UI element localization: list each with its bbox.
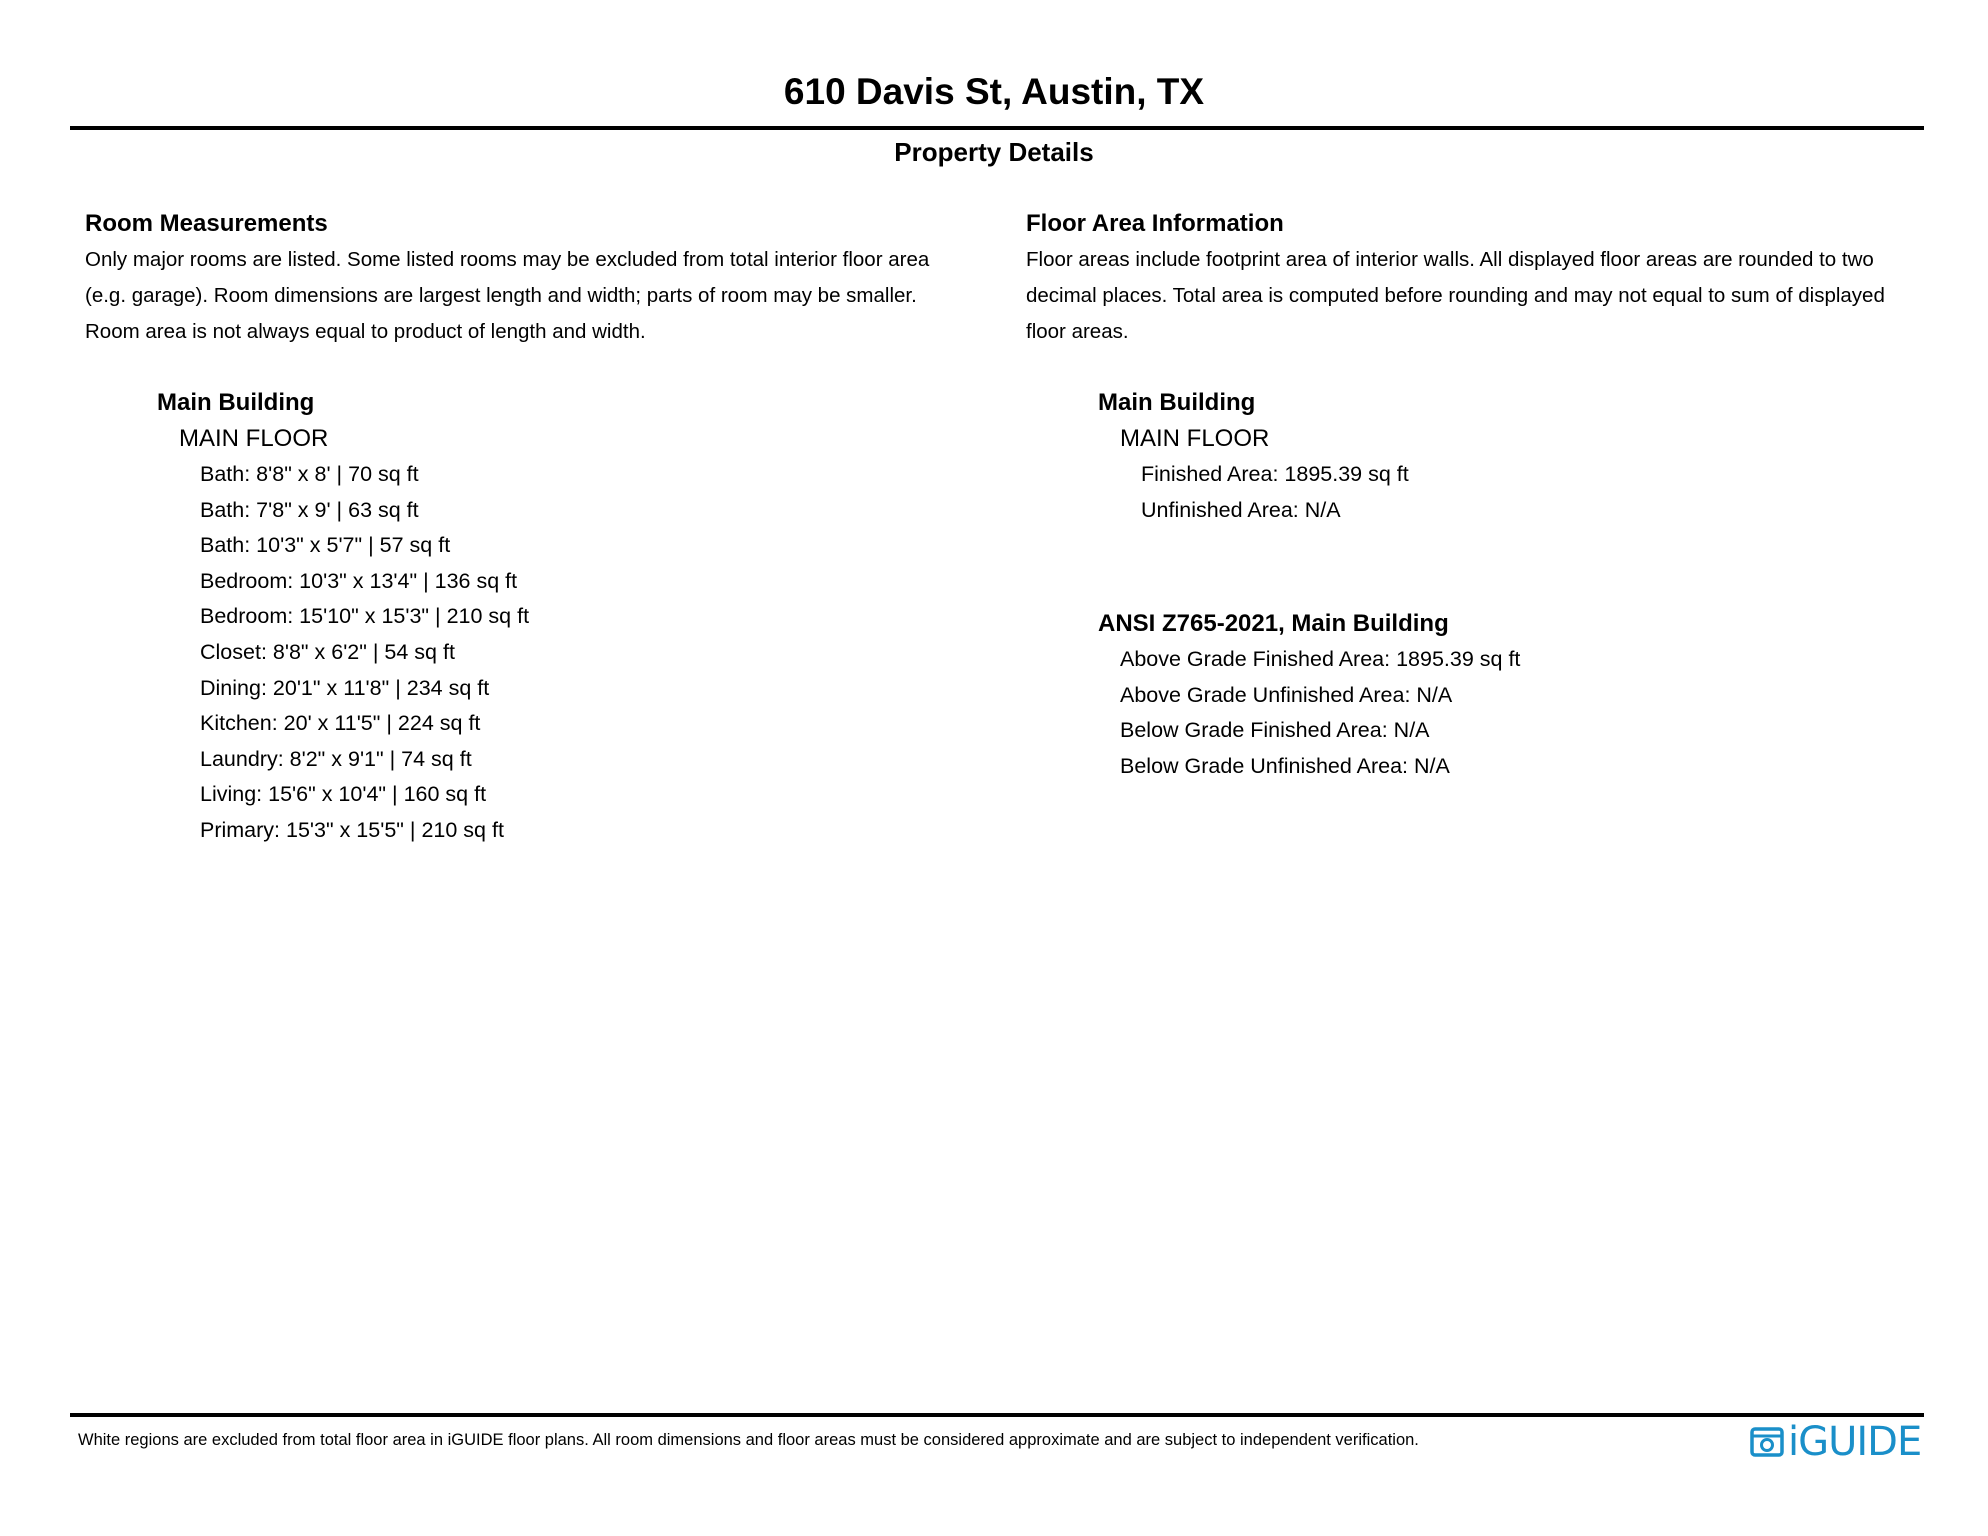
- description-line: Room area is not always equal to product of length and width.: [85, 320, 646, 343]
- floor-area-list: [1026, 457, 1926, 528]
- room-item: Bath: 7'8" x 9' | 63 sq ft: [200, 497, 419, 522]
- header-divider: [70, 126, 1924, 130]
- ansi-area-item: Below Grade Unfinished Area: N/A: [1120, 753, 1450, 778]
- description-line: (e.g. garage). Room dimensions are largest length and width; parts of room may be smaller.: [85, 284, 917, 307]
- ansi-heading: ANSI Z765-2021, Main Building: [1098, 610, 1449, 638]
- floor-area-section: [1026, 206, 1926, 785]
- area-item: Unfinished Area: N/A: [1141, 497, 1341, 522]
- ansi-area-item: Above Grade Finished Area: 1895.39 sq ft: [1120, 647, 1521, 672]
- room-item: Closet: 8'8" x 6'2" | 54 sq ft: [200, 639, 455, 664]
- ansi-area-item: Below Grade Finished Area: N/A: [1120, 718, 1430, 743]
- building-heading: Main Building: [157, 389, 315, 416]
- room-item: Bath: 8'8" x 8' | 70 sq ft: [200, 462, 419, 486]
- room-list: [85, 457, 985, 849]
- room-measurements-description: [85, 242, 985, 350]
- iguide-camera-icon: [1750, 1425, 1784, 1459]
- ansi-area-list: [1026, 642, 1926, 784]
- building-heading: Main Building: [1098, 389, 1256, 416]
- room-item: Bedroom: 10'3" x 13'4" | 136 sq ft: [200, 568, 518, 593]
- floor-heading: MAIN FLOOR: [179, 425, 329, 452]
- room-item: Bedroom: 15'10" x 15'3" | 210 sq ft: [200, 604, 530, 629]
- floor-area-description: [1026, 242, 1926, 350]
- room-item: Kitchen: 20' x 11'5" | 224 sq ft: [200, 711, 481, 736]
- room-measurements-heading: Room Measurements: [85, 210, 328, 237]
- floor-heading: MAIN FLOOR: [1120, 425, 1270, 452]
- page-title: 610 Davis St, Austin, TX: [783, 71, 1205, 112]
- room-item: Bath: 10'3" x 5'7" | 57 sq ft: [200, 533, 451, 558]
- room-item: Laundry: 8'2" x 9'1" | 74 sq ft: [200, 746, 472, 771]
- description-line: floor areas.: [1026, 320, 1129, 343]
- room-item: Primary: 15'3" x 15'5" | 210 sq ft: [200, 817, 504, 842]
- footer-divider: [70, 1413, 1924, 1417]
- room-item: Dining: 20'1" x 11'8" | 234 sq ft: [200, 675, 490, 700]
- page-subtitle: Property Details: [894, 137, 1094, 167]
- description-line: Floor areas include footprint area of interior walls. All displayed floor areas are rounded to two: [1026, 248, 1874, 271]
- room-measurements-section: [85, 206, 985, 849]
- logo-text: iGUIDE: [1788, 1419, 1922, 1465]
- room-item: Living: 15'6" x 10'4" | 160 sq ft: [200, 782, 487, 807]
- description-line: decimal places. Total area is computed before rounding and may not equal to sum of displayed: [1026, 284, 1885, 307]
- footer-disclaimer: White regions are excluded from total floor area in iGUIDE floor plans. All room dimensions and floor areas must be considered approximate and are subject to independent verification.: [78, 1431, 1419, 1449]
- floor-area-heading: Floor Area Information: [1026, 210, 1284, 237]
- iguide-logo: [1750, 1420, 1921, 1464]
- description-line: Only major rooms are listed. Some listed rooms may be excluded from total interior floor area: [85, 248, 930, 271]
- area-item: Finished Area: 1895.39 sq ft: [1141, 462, 1409, 486]
- ansi-area-item: Above Grade Unfinished Area: N/A: [1120, 682, 1453, 707]
